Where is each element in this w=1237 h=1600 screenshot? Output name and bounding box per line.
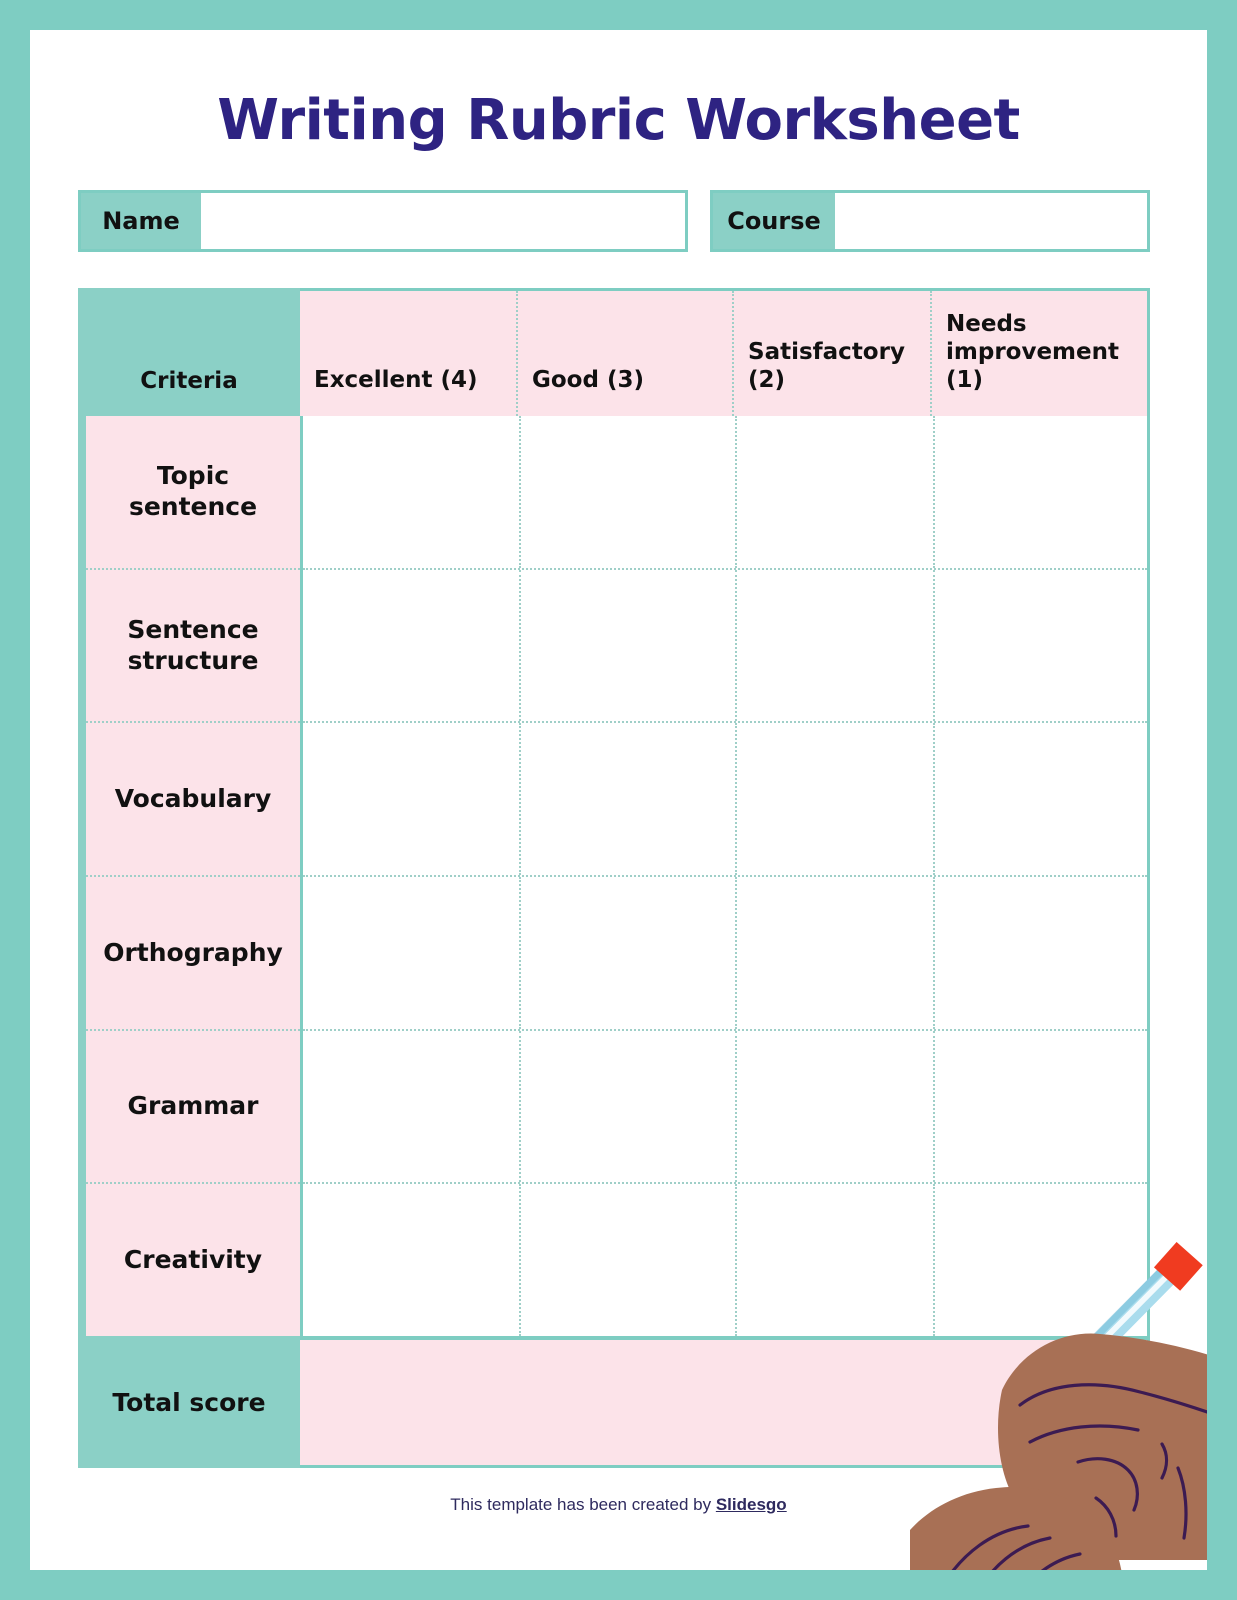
table-row: [303, 1184, 1147, 1336]
score-cell[interactable]: [303, 723, 521, 875]
course-field-group: [710, 190, 1150, 252]
score-cell[interactable]: [521, 1031, 737, 1183]
table-row: [303, 1031, 1147, 1185]
name-label: Name: [81, 193, 201, 249]
score-cell[interactable]: [303, 877, 521, 1029]
name-input[interactable]: [201, 193, 685, 249]
score-cell[interactable]: [521, 416, 737, 568]
table-row: [303, 723, 1147, 877]
header-criteria: Criteria: [78, 288, 300, 416]
score-cell[interactable]: [935, 416, 1147, 568]
footer-credit: [30, 1495, 1207, 1515]
score-cell[interactable]: [521, 723, 737, 875]
criteria-sentence-structure: Sentence structure: [86, 570, 300, 724]
score-cell[interactable]: [935, 570, 1147, 722]
score-cell[interactable]: [737, 1031, 935, 1183]
criteria-topic-sentence: Topic sentence: [86, 416, 300, 570]
criteria-vocabulary: Vocabulary: [86, 723, 300, 877]
score-cell[interactable]: [935, 723, 1147, 875]
score-cell[interactable]: [303, 570, 521, 722]
score-cell[interactable]: [737, 1184, 935, 1336]
header-level-satisfactory: Satisfactory (2): [734, 291, 932, 416]
table-row: [303, 416, 1147, 570]
table-header-row: [78, 288, 1150, 416]
table-row: [303, 877, 1147, 1031]
table-body: [78, 416, 1150, 1336]
score-cell[interactable]: [935, 1031, 1147, 1183]
score-cell[interactable]: [935, 877, 1147, 1029]
total-score-input[interactable]: [300, 1336, 1150, 1468]
score-cell[interactable]: [521, 877, 737, 1029]
score-grid: [300, 416, 1150, 1336]
header-level-good: Good (3): [518, 291, 734, 416]
worksheet-sheet: [30, 30, 1207, 1570]
score-cell[interactable]: [737, 570, 935, 722]
rubric-table: [78, 288, 1150, 1468]
course-input[interactable]: [835, 193, 1147, 249]
score-cell[interactable]: [303, 1031, 521, 1183]
header-level-excellent: Excellent (4): [300, 291, 518, 416]
student-info-row: [78, 190, 1150, 252]
header-level-needs-improvement: Needs improvement (1): [946, 310, 1119, 393]
score-cell[interactable]: [737, 723, 935, 875]
score-cell[interactable]: [303, 416, 521, 568]
score-cell[interactable]: [303, 1184, 521, 1336]
total-score-row: [78, 1336, 1150, 1468]
score-cell[interactable]: [521, 1184, 737, 1336]
table-row: [303, 570, 1147, 724]
criteria-creativity: Creativity: [123, 1244, 263, 1274]
score-cell[interactable]: [521, 570, 737, 722]
total-score-label: Total score: [78, 1336, 300, 1468]
score-cell[interactable]: [737, 877, 935, 1029]
page-title: Writing Rubric Worksheet: [217, 88, 1020, 153]
slidesgo-link[interactable]: Slidesgo: [715, 1495, 787, 1514]
course-label: Course: [713, 193, 835, 249]
name-field-group: [78, 190, 688, 252]
criteria-column: [78, 416, 300, 1336]
footer-text: This template has been created by: [450, 1495, 716, 1514]
criteria-orthography: Orthography: [86, 877, 300, 1031]
header-levels: [300, 288, 1150, 416]
criteria-grammar: Grammar: [86, 1031, 300, 1185]
score-cell[interactable]: [935, 1184, 1147, 1336]
score-cell[interactable]: [737, 416, 935, 568]
